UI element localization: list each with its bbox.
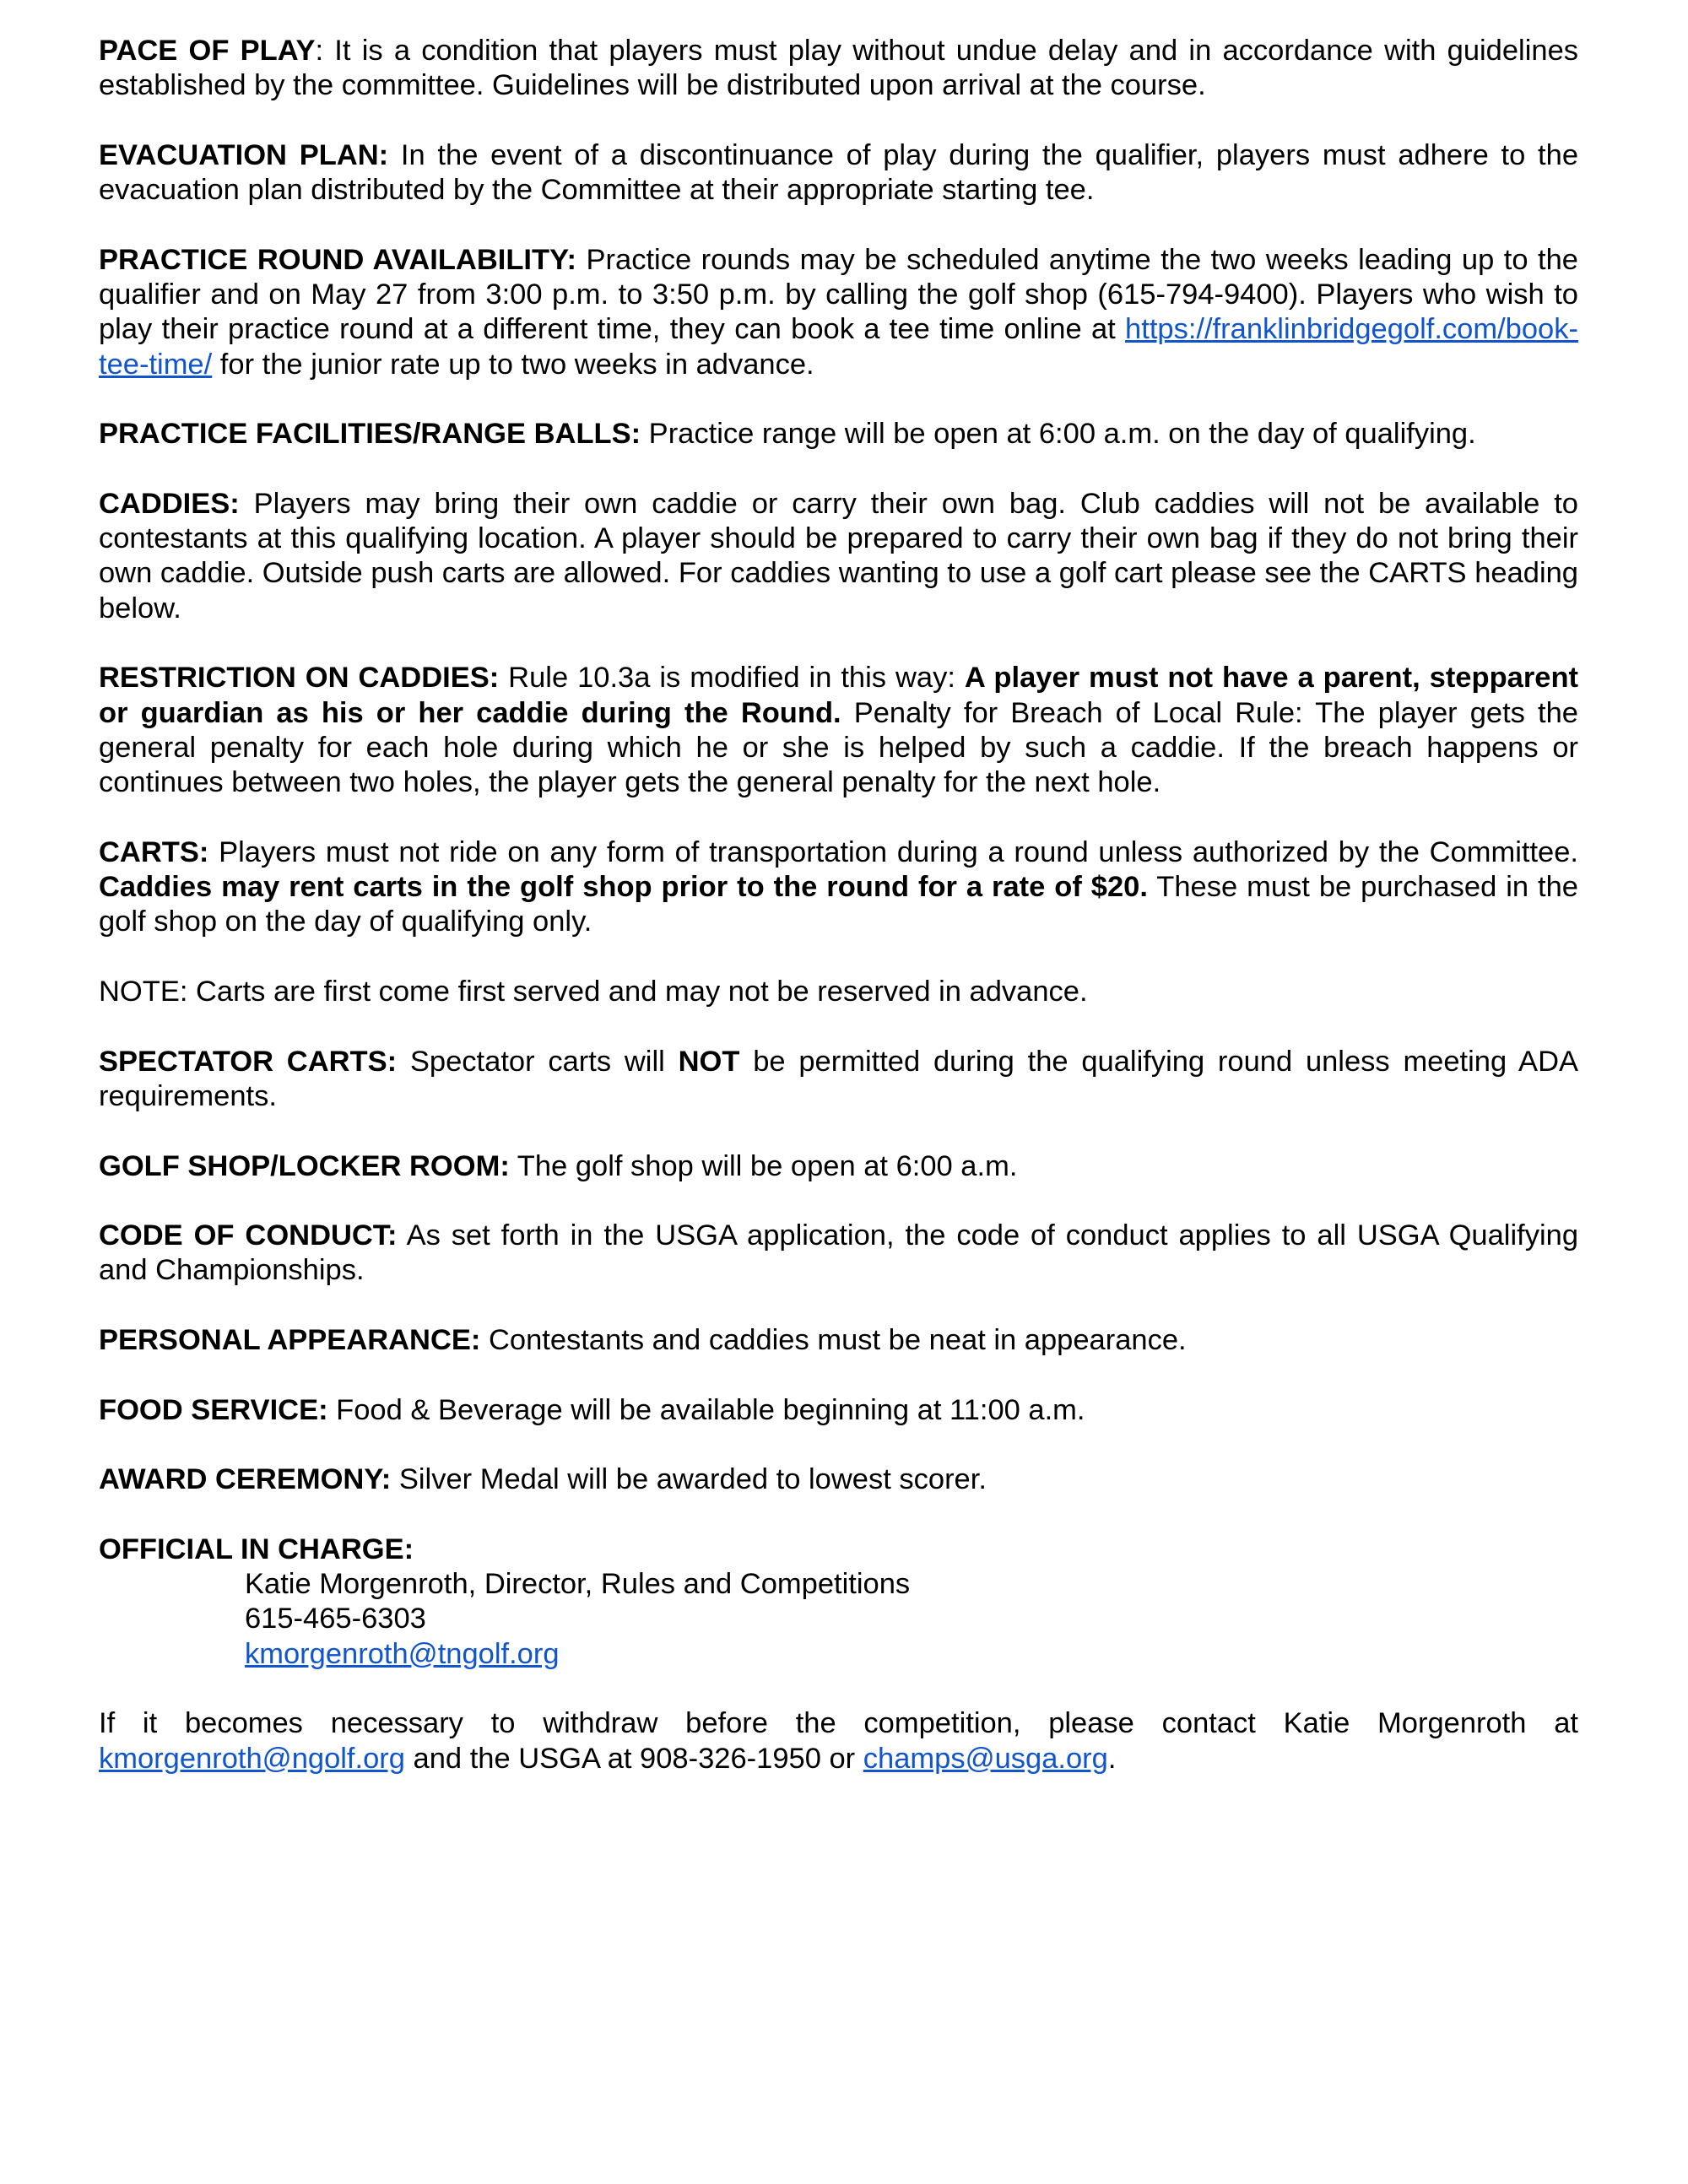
section-paragraph: [99, 34, 1578, 104]
text: Penalty for Breach of Local Rule: The player gets the general penalty for each hole during which he or she is helped by such a caddie. If the breach happens or continues between two holes, the player gets the general penalty for the next hole.: [99, 696, 1578, 799]
text: Spectator carts will: [397, 1045, 679, 1078]
bold-text: CARTS:: [99, 835, 209, 868]
text: As set forth in the USGA application, the code of conduct applies to all USGA Qualifying and Championships.: [99, 1219, 1579, 1287]
text: Practice range will be open at 6:00 a.m. on the day of qualifying.: [641, 418, 1476, 451]
section-paragraph: [99, 661, 1578, 800]
official-name: Katie Morgenroth, Director, Rules and Competitions: [245, 1568, 911, 1601]
withdraw-notice: [99, 1706, 1578, 1776]
text: Silver Medal will be awarded to lowest scorer.: [391, 1463, 987, 1496]
section-paragraph: [99, 1219, 1578, 1289]
text: NOTE: Carts are first come first served and may not be reserved in advance.: [99, 976, 1088, 1008]
text: If it becomes necessary to withdraw before the competition, please contact Katie Morgenroth at: [99, 1707, 1578, 1740]
section-paragraph: [99, 1323, 1578, 1358]
bold-text: CODE OF CONDUCT:: [99, 1219, 398, 1252]
bold-text: AWARD CEREMONY:: [99, 1463, 392, 1496]
bold-text: NOT: [678, 1045, 740, 1078]
bold-text: Caddies may rent carts in the golf shop prior to the round for a rate of $20.: [99, 871, 1148, 904]
bold-text: PRACTICE FACILITIES/RANGE BALLS:: [99, 418, 641, 451]
bold-text: PERSONAL APPEARANCE:: [99, 1323, 481, 1356]
section-paragraph: [99, 243, 1578, 382]
section-paragraph: [99, 1149, 1578, 1184]
link[interactable]: https://franklinbridgegolf.com/book-tee-time/: [99, 313, 1578, 381]
section-paragraph: [99, 1393, 1578, 1428]
official-in-charge: [99, 1533, 1578, 1672]
bold-text: PRACTICE ROUND AVAILABILITY:: [99, 243, 577, 276]
rules-sections: [99, 34, 1578, 1497]
bold-text: GOLF SHOP/LOCKER ROOM:: [99, 1149, 510, 1182]
bold-text: SPECTATOR CARTS:: [99, 1045, 398, 1078]
text: .: [1107, 1742, 1117, 1775]
bold-text: EVACUATION PLAN:: [99, 138, 389, 171]
bold-text: RESTRICTION ON CADDIES:: [99, 662, 500, 695]
official-email-link[interactable]: kmorgenroth@tngolf.org: [245, 1637, 560, 1670]
document-body: [99, 34, 1578, 1811]
text: Food & Beverage will be available beginning at 11:00 a.m.: [327, 1393, 1085, 1426]
text: be permitted during the qualifying round unless meeting ADA requirements.: [99, 1045, 1578, 1112]
bold-text: CADDIES:: [99, 487, 240, 520]
bold-text: PACE OF PLAY: [99, 35, 316, 67]
link[interactable]: champs@usga.org: [863, 1742, 1108, 1775]
bold-text: FOOD SERVICE:: [99, 1393, 328, 1426]
official-phone: 615-465-6303: [245, 1603, 426, 1635]
section-paragraph: [99, 487, 1578, 626]
text: : It is a condition that players must play without undue delay and in accordance with guidelines established by the committee. Guidelines will be distributed upon arrival at the course.: [99, 35, 1579, 102]
text: Rule 10.3a is modified in this way:: [499, 662, 965, 695]
text: Players may bring their own caddie or carry their own bag. Club caddies will not be available to contestants at this qualifying location. A player should be prepared to carry their own bag if they do not bring their own caddie. Outside push carts are allowed. For caddies wanting to use a golf cart please see the CARTS heading below.: [99, 487, 1578, 624]
section-paragraph: [99, 417, 1578, 451]
link[interactable]: kmorgenroth@ngolf.org: [99, 1742, 405, 1775]
section-paragraph: [99, 835, 1578, 940]
section-paragraph: [99, 138, 1578, 208]
section-paragraph: [99, 975, 1578, 1009]
text: The golf shop will be open at 6:00 a.m.: [509, 1149, 1018, 1182]
text: for the junior rate up to two weeks in advance.: [212, 348, 814, 381]
official-heading: OFFICIAL IN CHARGE:: [99, 1533, 414, 1565]
text: and the USGA at 908-326-1950 or: [404, 1742, 863, 1775]
text: These must be purchased in the golf shop on the day of qualifying only.: [99, 871, 1578, 938]
text: Players must not ride on any form of transportation during a round unless authorized by the Committee.: [208, 835, 1578, 868]
bold-text: A player must not have a parent, stepparent or guardian as his or her caddie during the Round.: [99, 662, 1579, 729]
text: Contestants and caddies must be neat in appearance.: [480, 1323, 1187, 1356]
section-paragraph: [99, 1462, 1578, 1497]
text: Practice rounds may be scheduled anytime the two weeks leading up to the qualifier and on May 27 from 3:00 p.m. to 3:50 p.m. by calling the golf shop (615-794-9400). Players who wish to play their practice round at a different time, they can book a tee time online at: [99, 243, 1578, 346]
text: In the event of a discontinuance of play during the qualifier, players must adhere to the evacuation plan distributed by the Committee at their appropriate starting tee.: [99, 138, 1579, 207]
section-paragraph: [99, 1045, 1578, 1115]
